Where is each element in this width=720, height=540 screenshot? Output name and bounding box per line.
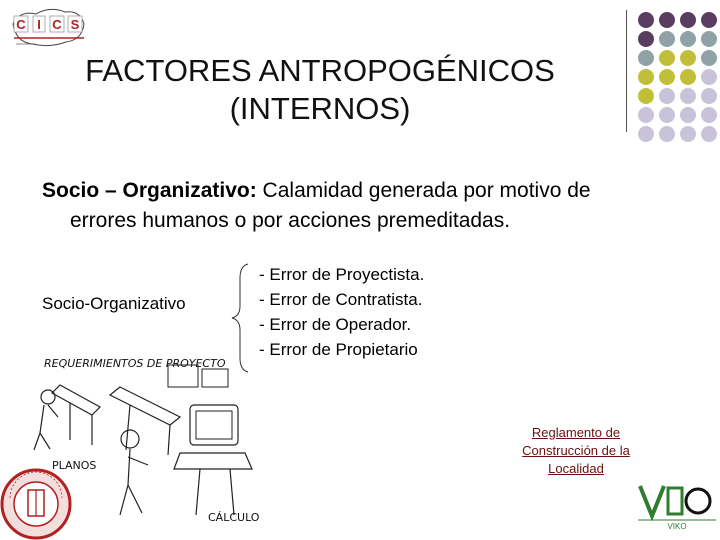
decorative-dot	[701, 31, 717, 47]
decorative-dot	[659, 12, 675, 28]
reglamento-link[interactable]: Reglamento de Construcción de la Localidad	[522, 425, 630, 476]
diagram-label: Socio-Organizativo	[42, 294, 186, 313]
university-seal-logo	[0, 468, 72, 540]
cartoon-caption-calculo: CÁLCULO	[208, 511, 260, 524]
decorative-dot	[638, 88, 654, 104]
decorative-dot	[701, 12, 717, 28]
decorative-dot	[680, 69, 696, 85]
decorative-dot	[701, 69, 717, 85]
decorative-dot	[638, 69, 654, 85]
definition-line-2: errores humanos o por acciones premeditadas.	[70, 209, 511, 232]
decorative-dot	[701, 50, 717, 66]
decorative-dot	[680, 107, 696, 123]
decorative-dot	[680, 50, 696, 66]
decorative-dot	[659, 31, 675, 47]
decorative-dot	[701, 107, 717, 123]
decorative-dot	[659, 126, 675, 142]
list-item: - Error de Propietario	[259, 340, 418, 359]
svg-text:C: C	[52, 17, 62, 32]
decorative-dot	[638, 126, 654, 142]
list-item: - Error de Proyectista.	[259, 265, 425, 284]
definition-heading: Socio – Organizativo:	[42, 179, 257, 202]
viko-logo-text: VIKO	[667, 522, 687, 531]
definition-line-1: Calamidad generada por motivo de	[256, 179, 591, 202]
decorative-dot	[659, 88, 675, 104]
cartoon-caption-planos: PLANOS	[52, 459, 97, 472]
svg-text:S: S	[70, 17, 80, 32]
decorative-dot	[638, 107, 654, 123]
title-line-2: (INTERNOS)	[229, 91, 411, 126]
decorative-dot	[680, 12, 696, 28]
decorative-dot	[680, 126, 696, 142]
decorative-dot	[659, 50, 675, 66]
decorative-dot	[638, 31, 654, 47]
divider-line	[626, 10, 627, 132]
decorative-dot	[680, 31, 696, 47]
list-item: - Error de Contratista.	[259, 290, 423, 309]
decorative-dot	[659, 107, 675, 123]
slide-title	[40, 52, 600, 128]
cartoon-caption-requerimientos: REQUERIMIENTOS DE PROYECTO	[44, 357, 226, 370]
decorative-dot	[659, 69, 675, 85]
decorative-dot	[638, 12, 654, 28]
decorative-dot-grid	[636, 10, 720, 145]
decorative-dot	[680, 88, 696, 104]
list-item: - Error de Operador.	[259, 315, 412, 334]
cics-logo	[10, 2, 88, 52]
viko-logo	[636, 482, 718, 532]
svg-text:I: I	[37, 17, 41, 32]
decorative-dot	[701, 126, 717, 142]
decorative-dot	[638, 50, 654, 66]
svg-text:C: C	[16, 17, 26, 32]
definition-paragraph	[42, 176, 702, 236]
decorative-dot	[701, 88, 717, 104]
title-line-1: FACTORES ANTROPOGÉNICOS	[85, 53, 555, 88]
